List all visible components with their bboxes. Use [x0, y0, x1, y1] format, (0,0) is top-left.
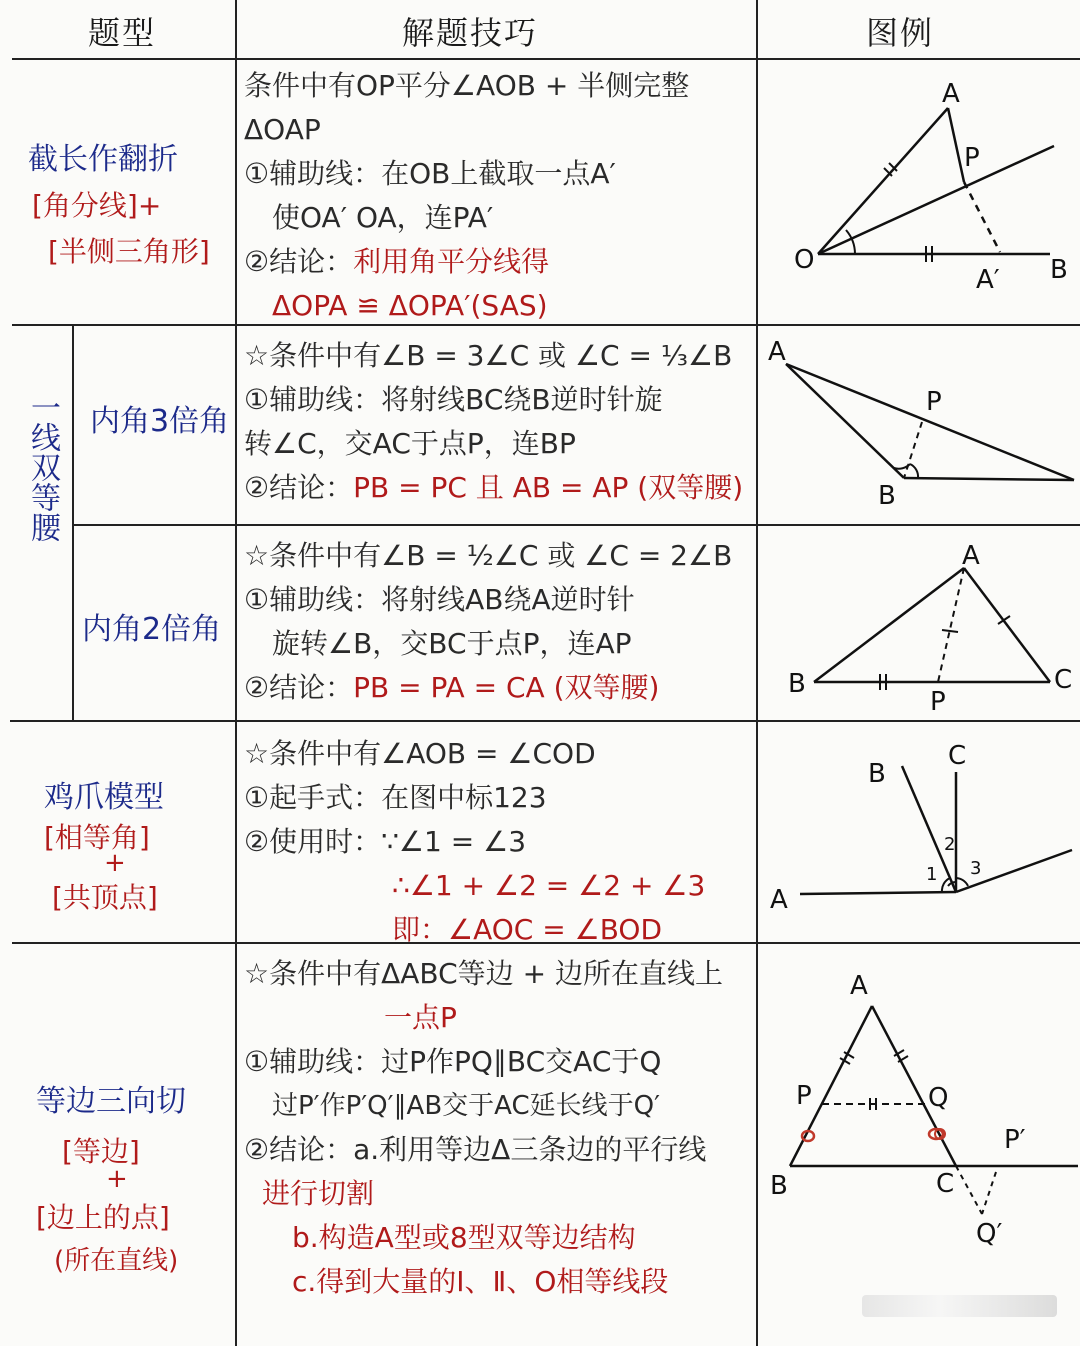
- r5-line-6: 进行切割: [262, 1177, 375, 1210]
- r4-label-C: C: [948, 741, 967, 771]
- r4-label-1: 1: [926, 864, 938, 885]
- r5-label-P2: P′: [1004, 1125, 1026, 1155]
- r5-line-4: 过P′作P′Q′∥AB交于AC延长线于Q′: [272, 1091, 661, 1121]
- r3-line-2: ①辅助线：将射线AB绕A逆时针: [244, 583, 635, 616]
- r4-label-3: 3: [970, 858, 982, 879]
- watermark-strip: [862, 1295, 1057, 1317]
- r2-line-2: ①辅助线：将射线BC绕B逆时针旋: [244, 383, 663, 416]
- r5-type-line-5: (所在直线): [54, 1246, 179, 1276]
- r1-technique: [244, 64, 754, 328]
- r1-line-1: 条件中有OP平分∠AOB + 半侧完整: [244, 69, 690, 102]
- grid-line-r3: [10, 720, 1080, 722]
- r4-label-B: B: [868, 759, 886, 789]
- r2-label-B: B: [878, 481, 896, 511]
- r1-figure: [760, 62, 1078, 322]
- r1-label-O: O: [794, 245, 815, 275]
- header-type: 题型: [88, 14, 157, 52]
- r2-line-3: 转∠C，交AC于点P，连BP: [244, 427, 576, 460]
- r5-label-Q: Q: [928, 1083, 949, 1113]
- r1-line-6: ΔOPA ≌ ΔOPA′(SAS): [272, 289, 548, 322]
- r3-label-C: C: [1054, 665, 1073, 695]
- r1-line-5: ②结论：: [244, 245, 354, 278]
- r5-label-C: C: [936, 1169, 955, 1199]
- r5-type-line-1: 等边三向切: [36, 1084, 186, 1119]
- r5-line-1: ☆条件中有ΔABC等边 + 边所在直线上: [244, 957, 723, 990]
- r5-label-B: B: [770, 1171, 788, 1201]
- r3-label-P: P: [930, 687, 946, 717]
- r5-type-line-2: [等边]: [62, 1135, 140, 1168]
- r3-label-A: A: [962, 541, 980, 571]
- header-technique: 解题技巧: [402, 14, 539, 52]
- grid-line-r2: [72, 524, 1080, 526]
- r3-type: 内角2倍角: [82, 612, 222, 647]
- r5-technique: [244, 952, 754, 1304]
- r4-line-4: ∴∠1 + ∠2 = ∠2 + ∠3: [392, 869, 706, 902]
- r5-line-8: c.得到大量的Ⅰ、Ⅱ、O相等线段: [292, 1265, 669, 1298]
- r5-label-A: A: [850, 971, 868, 1001]
- grid-line-col1: [235, 0, 237, 1346]
- r1-line-2: ΔOAP: [244, 113, 321, 146]
- r3-technique: [244, 534, 754, 710]
- r2-line-4: ②结论：: [244, 471, 354, 504]
- r2-label-A: A: [768, 337, 786, 367]
- r4-figure: [760, 726, 1078, 940]
- r2-label-P: P: [926, 387, 942, 417]
- r2-line-4-tail: PB = PC 且 AB = AP (双等腰): [353, 471, 744, 504]
- r1-line-3: ①辅助线：在OB上截取一点A′: [244, 157, 616, 190]
- r4-type-line-4: [共顶点]: [52, 881, 158, 914]
- grid-line-col2: [756, 0, 758, 1346]
- r3-line-3: 旋转∠B，交BC于点P，连AP: [272, 627, 632, 660]
- group-label: 一线双等腰: [25, 392, 60, 542]
- r5-type-line-3: +: [106, 1164, 128, 1194]
- grid-line-group: [72, 326, 74, 720]
- r1-type-line-1: 截长作翻折: [28, 142, 178, 177]
- r5-line-7: b.构造A型或8型双等边结构: [292, 1221, 636, 1254]
- r5-line-3: ①辅助线：过P作PQ∥BC交AC于Q: [244, 1045, 662, 1078]
- r3-line-4-tail: PB = PA = CA (双等腰): [353, 671, 660, 704]
- r3-figure: [760, 528, 1078, 718]
- r2-figure: [760, 330, 1078, 524]
- grid-line-header: [12, 58, 1080, 60]
- r2-line-1: ☆条件中有∠B = 3∠C 或 ∠C = ⅓∠B: [244, 339, 733, 372]
- r5-figure: [760, 946, 1078, 1286]
- r3-line-4: ②结论：: [244, 671, 354, 704]
- r3-label-B: B: [788, 669, 806, 699]
- r4-technique: [244, 732, 754, 952]
- r4-line-3: ②使用时：∵∠1 = ∠3: [244, 825, 527, 858]
- r4-type-line-1: 鸡爪模型: [44, 780, 164, 815]
- r2-technique: [244, 334, 754, 510]
- r5-line-2: 一点P: [384, 1001, 457, 1034]
- r4-line-5: 即：∠AOC = ∠BOD: [392, 913, 663, 946]
- r4-type-line-3: +: [104, 848, 126, 878]
- r5-label-P: P: [796, 1081, 812, 1111]
- r1-line-4: 使OA′ OA，连PA′: [272, 201, 494, 234]
- r4-label-2: 2: [944, 834, 956, 855]
- r1-label-B: B: [1050, 255, 1068, 285]
- r4-label-A: A: [770, 885, 788, 915]
- r1-label-A: A: [942, 79, 960, 109]
- r3-line-1: ☆条件中有∠B = ½∠C 或 ∠C = 2∠B: [244, 539, 733, 572]
- r5-label-Q2: Q′: [976, 1219, 1003, 1249]
- r1-label-A2: A′: [976, 265, 1000, 295]
- r1-type-line-3: [半侧三角形]: [48, 235, 210, 268]
- r1-label-P: P: [964, 143, 980, 173]
- r4-line-2: ①起手式：在图中标123: [244, 781, 547, 814]
- r5-line-5: ②结论：a.利用等边Δ三条边的平行线: [244, 1133, 707, 1166]
- r5-type-line-4: [边上的点]: [36, 1201, 170, 1234]
- r2-type: 内角3倍角: [90, 404, 230, 439]
- r1-type-line-2: [角分线]+: [32, 189, 162, 222]
- r4-line-1: ☆条件中有∠AOB = ∠COD: [244, 737, 596, 770]
- header-figure: 图例: [866, 14, 935, 52]
- r1-line-5-tail: 利用角平分线得: [353, 245, 550, 278]
- r4-type-line-2: [相等角]: [44, 821, 150, 854]
